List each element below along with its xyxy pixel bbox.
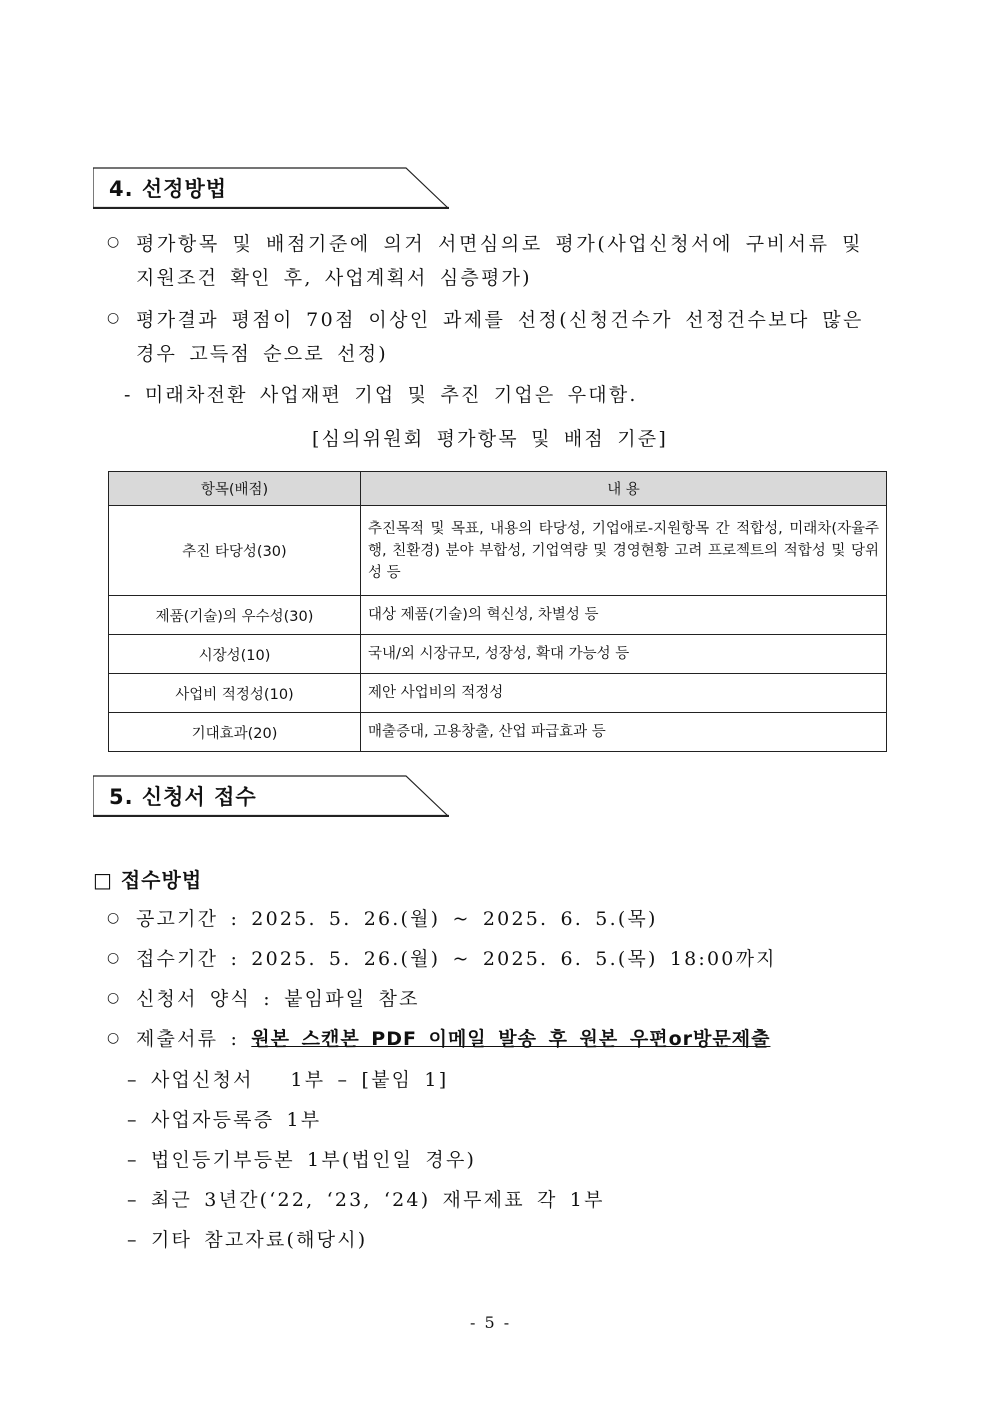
bullet-icon: ○ — [107, 1030, 120, 1046]
row-desc: 매출증대, 고용창출, 산업 파급효과 등 — [361, 713, 887, 752]
table-row — [109, 635, 887, 674]
criteria-bullet-line2: 지원조건 확인 후, 사업계획서 심층평가) — [136, 267, 532, 289]
table-header-row — [109, 472, 887, 506]
table-caption: [심의위원회 평가항목 및 배점 기준] — [312, 428, 668, 450]
row-item: 제품(기술)의 우수성(30) — [109, 596, 361, 635]
section-5-header — [93, 775, 449, 817]
bullet-icon: ○ — [107, 990, 120, 1006]
row-desc: 추진목적 및 목표, 내용의 타당성, 기업애로-지원항목 간 적합성, 미래차(자율주행, 친환경) 분야 부합성, 기업역량 및 경영현황 고려 프로젝트의 적합성 및 당위성 등 — [361, 506, 887, 596]
application-period: 접수기간 : 2025. 5. 26.(월) ~ 2025. 6. 5.(목) 18:00까지 — [136, 948, 777, 970]
row-item: 시장성(10) — [109, 635, 361, 674]
table-row — [109, 674, 887, 713]
criteria-bullet-line1: 평가항목 및 배점기준에 의거 서면심의로 평가(사업신청서에 구비서류 및 — [136, 233, 864, 255]
preference-note: - 미래차전환 사업재편 기업 및 추진 기업은 우대함. — [124, 384, 638, 406]
selection-bullet-line1: 평가결과 평점이 70점 이상인 과제를 선정(신청건수가 선정건수보다 많은 — [136, 309, 864, 331]
submission-documents — [136, 1024, 770, 1051]
row-item: 사업비 적정성(10) — [109, 674, 361, 713]
submission-method-emphasis: 원본 스캔본 PDF 이메일 발송 후 원본 우편or방문제출 — [251, 1028, 771, 1050]
doc-item: – 사업신청서 1부 – [붙임 1] — [127, 1069, 449, 1091]
table-row — [109, 596, 887, 635]
row-item: 추진 타당성(30) — [109, 506, 361, 596]
table-row — [109, 506, 887, 596]
row-desc: 대상 제품(기술)의 혁신성, 차별성 등 — [361, 596, 887, 635]
bullet-icon: ○ — [107, 310, 120, 326]
row-desc: 국내/외 시장규모, 성장성, 확대 가능성 등 — [361, 635, 887, 674]
section-4-header — [93, 167, 449, 209]
table-row — [109, 713, 887, 752]
page-number: - 5 - — [470, 1313, 512, 1332]
doc-item: – 사업자등록증 1부 — [127, 1109, 322, 1131]
row-desc: 제안 사업비의 적정성 — [361, 674, 887, 713]
bullet-icon: ○ — [107, 910, 120, 926]
receipt-method-heading: □ 접수방법 — [93, 868, 203, 892]
submission-label: 제출서류 : — [136, 1028, 252, 1050]
section-4-title: 4. 선정방법 — [109, 177, 228, 201]
header-item: 항목(배점) — [109, 472, 361, 506]
selection-bullet-line2: 경우 고득점 순으로 선정) — [136, 343, 388, 365]
section-5-title: 5. 신청서 접수 — [109, 785, 257, 809]
bullet-icon: ○ — [107, 234, 120, 250]
application-form: 신청서 양식 : 붙임파일 참조 — [136, 988, 420, 1010]
bullet-icon: ○ — [107, 950, 120, 966]
doc-item: – 최근 3년간(‘22, ‘23, ‘24) 재무제표 각 1부 — [127, 1189, 605, 1211]
row-item: 기대효과(20) — [109, 713, 361, 752]
doc-item: – 법인등기부등본 1부(법인일 경우) — [127, 1149, 477, 1171]
announcement-period: 공고기간 : 2025. 5. 26.(월) ~ 2025. 6. 5.(목) — [136, 908, 658, 930]
header-content: 내 용 — [361, 472, 887, 506]
doc-item: – 기타 참고자료(해당시) — [127, 1229, 368, 1251]
evaluation-criteria-table — [108, 471, 887, 752]
